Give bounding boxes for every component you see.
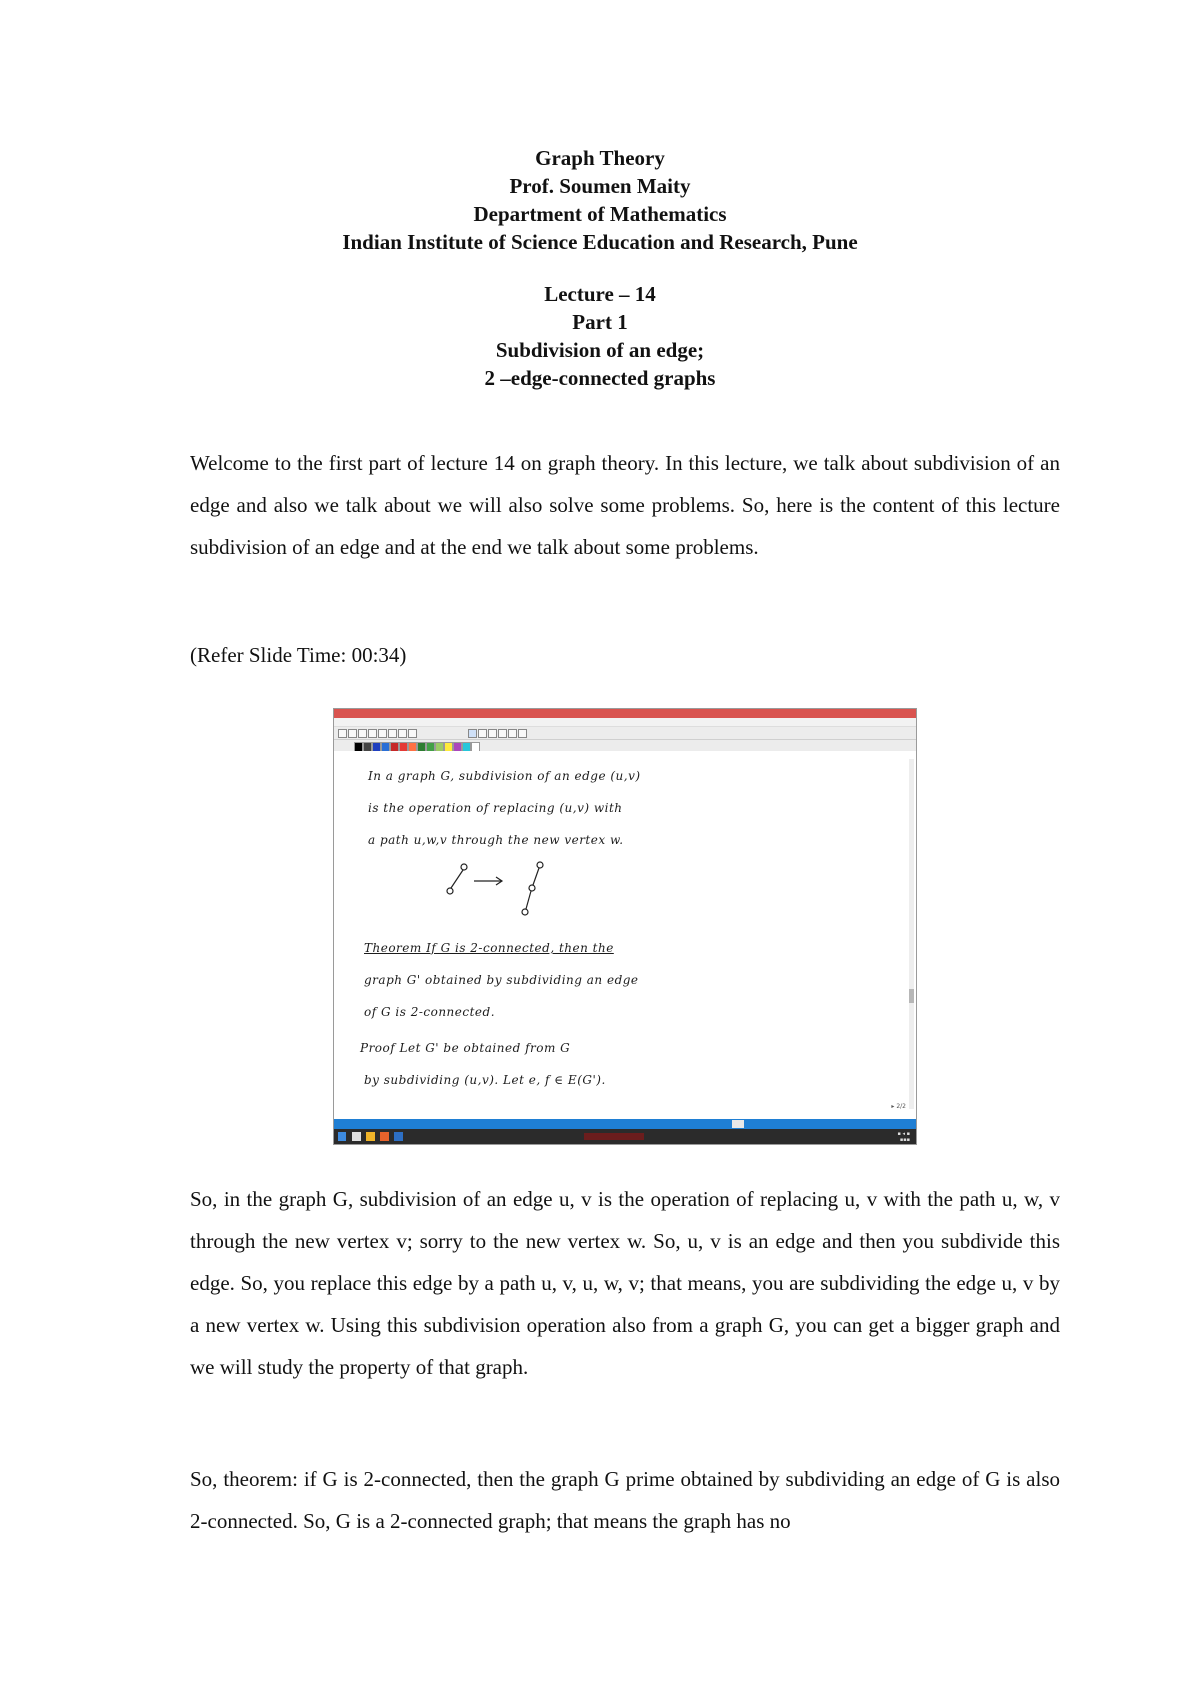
app-icon (394, 1132, 403, 1141)
tool-icon (368, 729, 377, 738)
institute-name: Indian Institute of Science Education and Research, Pune (342, 230, 858, 254)
professor-name: Prof. Soumen Maity (509, 174, 691, 198)
handwritten-line: by subdividing (u,v). Let e, f ∈ E(G'). (364, 1073, 606, 1087)
tool-icon (518, 729, 527, 738)
document-header (0, 144, 1200, 392)
handwritten-theorem-line: Theorem If G is 2-connected, then the (364, 941, 614, 955)
active-window-icon (584, 1133, 644, 1140)
app-icon (352, 1132, 361, 1141)
horizontal-scrollbar (334, 1119, 916, 1129)
theorem-paragraph: So, theorem: if G is 2-connected, then the graph G prime obtained by subdividing an edge of G is also 2-connected. So, G is a 2-connected graph; that means the graph has no (190, 1467, 1060, 1533)
lecture-topic-line-2: 2 –edge-connected graphs (484, 366, 716, 390)
tool-icon (488, 729, 497, 738)
folder-icon (366, 1132, 375, 1141)
windows-taskbar (334, 1129, 916, 1144)
tool-icon (378, 729, 387, 738)
clock-icon: ▪ ◂ ▪ ▪▪▪ (897, 1131, 910, 1143)
tool-icon (358, 729, 367, 738)
tool-icon (408, 729, 417, 738)
tool-icon (478, 729, 487, 738)
slide-canvas (334, 751, 916, 1119)
tool-icon (398, 729, 407, 738)
start-icon (338, 1132, 346, 1141)
handwritten-line: graph G' obtained by subdividing an edge (364, 973, 639, 987)
tool-icon (338, 729, 347, 738)
slide-toolbar (334, 727, 916, 740)
handwritten-line: is the operation of replacing (u,v) with (368, 801, 623, 815)
subdivision-diagram (434, 855, 574, 929)
tool-icon (498, 729, 507, 738)
slide-window-titlebar (334, 709, 916, 718)
lecture-topic-line-1: Subdivision of an edge; (495, 338, 705, 362)
tool-icon (388, 729, 397, 738)
handwritten-line: In a graph G, subdivision of an edge (u,v) (368, 769, 641, 783)
slide-time-reference: (Refer Slide Time: 00:34) (190, 643, 407, 667)
intro-paragraph: Welcome to the first part of lecture 14 on graph theory. In this lecture, we talk about subdivision of an edge and also we talk about we will also solve some problems. So, here is the content of this lecture subdivision of an edge and at the end we talk about some problems. (190, 451, 1060, 559)
page-indicator: ▸ 2/2 (891, 1103, 906, 1110)
handwritten-line: a path u,w,v through the new vertex w. (368, 833, 624, 847)
subdivision-paragraph: So, in the graph G, subdivision of an edge u, v is the operation of replacing u, v with the path u, w, v through the new vertex v; sorry to the new vertex w. So, u, v is an edge and then you subdivide this edge. So, you replace this edge by a path u, v, u, w, v; that means, you are subdividing the edge u, v by a new vertex w. Using this subdivision operation also from a graph G, you can get a bigger graph and we will study the property of that graph. (190, 1187, 1060, 1379)
tool-icon (348, 729, 357, 738)
tool-icon (508, 729, 517, 738)
course-title: Graph Theory (535, 146, 665, 170)
department-name: Department of Mathematics (473, 202, 727, 226)
handwritten-line: of G is 2-connected. (364, 1005, 496, 1019)
lecture-part: Part 1 (572, 310, 628, 334)
vertical-scrollbar (909, 759, 914, 1109)
handwritten-proof-line: Proof Let G' be obtained from G (360, 1041, 571, 1055)
pen-tool-icon (468, 729, 477, 738)
slide-screenshot (333, 708, 917, 1145)
browser-icon (380, 1132, 389, 1141)
slide-menubar (334, 718, 916, 727)
lecture-number: Lecture – 14 (544, 282, 656, 306)
